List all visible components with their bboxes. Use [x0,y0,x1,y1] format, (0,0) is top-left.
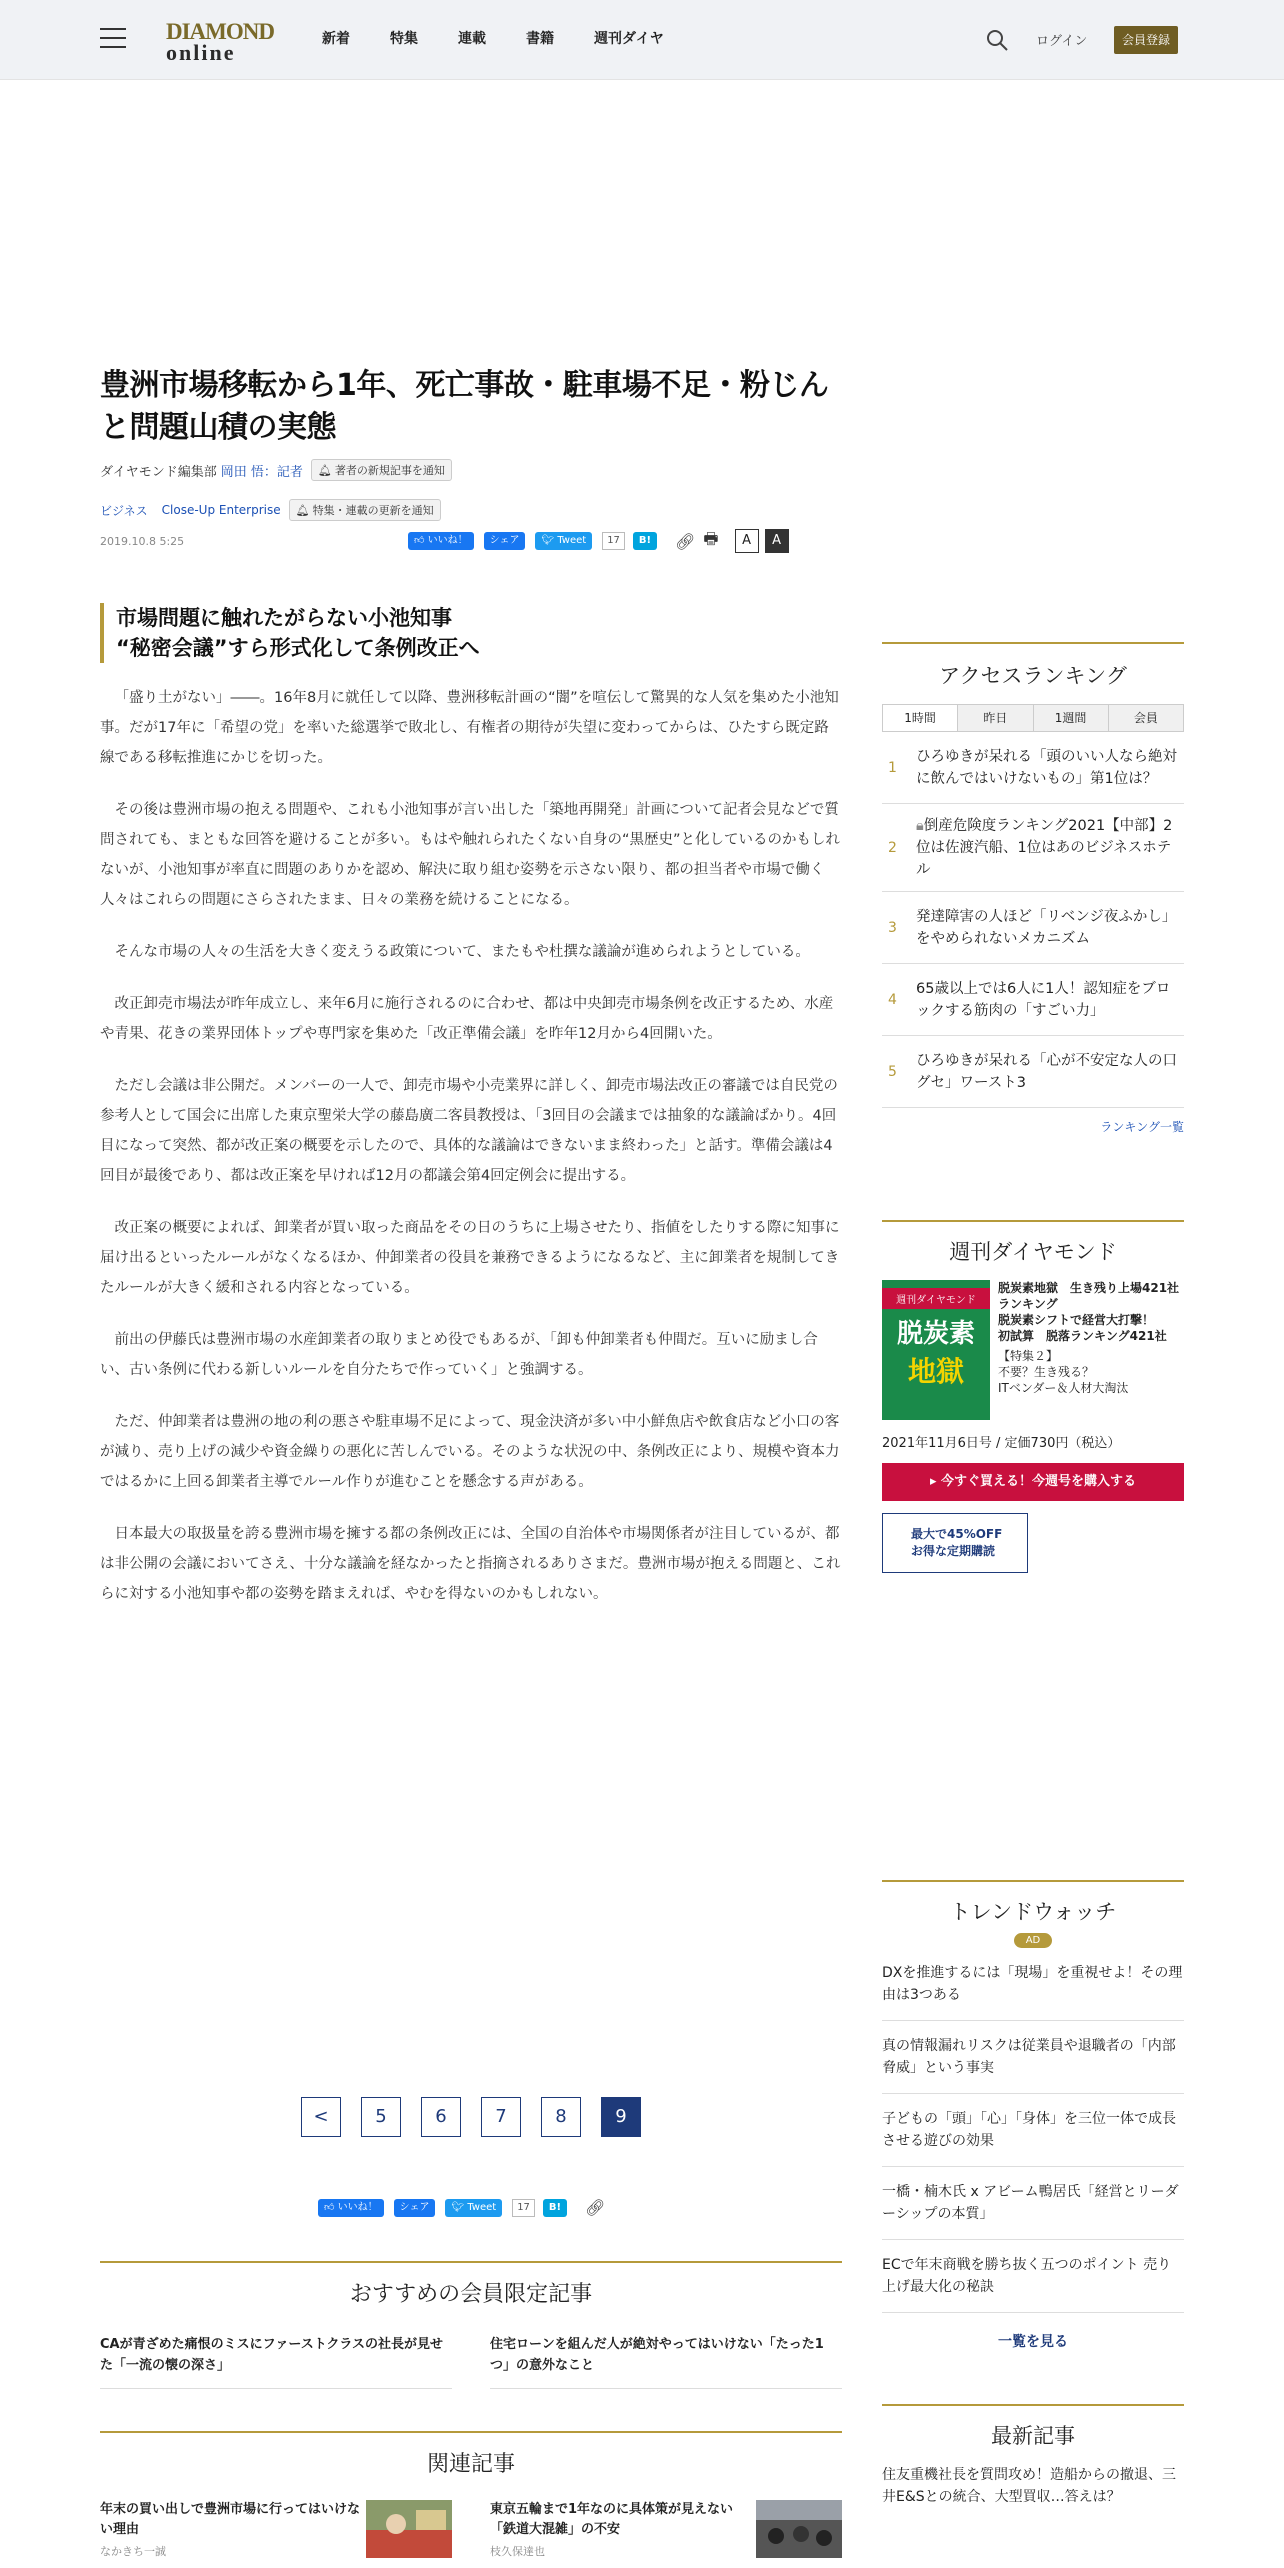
weekly-headline: 脱炭素地獄 生き残り上場421社ランキング [998,1281,1180,1311]
section-title: 関連記事 [426,2452,515,2477]
tweet-button[interactable]: 🐦︎ Tweet [445,2199,502,2217]
weekly-issue: 2021年11月6日号 / 定価730円（税込） [882,1436,1121,1451]
print-icon[interactable]: 🖶 [703,528,719,548]
hatena-button[interactable]: B! [543,2199,567,2217]
article-meta [100,529,842,553]
weekly-feature: ITベンダー＆人材大淘汰 [998,1381,1129,1395]
recommended-item[interactable]: 住宅ローンを組んだ人が絶対やってはいけない「たった1つ」の意外なこと [490,2334,842,2389]
link-icon[interactable]: 🔗︎ [675,531,696,551]
weekly-headline: 初試算 脱落ランキング421社 [998,1329,1167,1343]
bottom-share-bar [318,2198,605,2217]
trend-widget [882,1880,1184,2351]
menu-icon[interactable] [100,28,126,50]
article-paragraph: 「盛り土がない」――。16年8月に就任して以降、豊洲移転計画の“闇”を喧伝して驚異的な人気を集めた小池知事。だが17年に「希望の党」を率いた総選挙で敗北し、有権者の期待が失望に変わってからは、ひたすら既定路線である移転推進にかじを切った。 [100,690,839,766]
article [100,365,842,1609]
tab-1week[interactable]: 1週間 [1034,705,1109,731]
font-large-button[interactable]: A [765,529,789,553]
related-item[interactable]: 東京五輪まで1年なのに具体策が見えない「鉄道大混雑」の不安 枝久保達也 [490,2500,842,2562]
like-button[interactable]: 👍︎ いいね！ [318,2199,384,2217]
article-paragraph: その後は豊洲市場の抱える問題や、これも小池知事が言い出した「築地再開発」計画について記者会見などで質問されても、まともな回答を避けることが多い。もはや触れられたくない自身の“黒歴史”と化しているのかもしれないが、小池知事が率直に問題のありかを認め、解決に取り組む姿勢を示さない限り、都の担当者や市場で働く人々はこれらの問題にさらされたまま、日々の業務を続けることになる。 [100,802,841,908]
article-paragraph: ただ、仲卸業者は豊洲の地の利の悪さや駐車場不足によって、現金決済が多い中小鮮魚店や飲食店など小口の客が減り、売り上げの減少や資金繰りの悪化に苦しんでいる。そのような状況の中、条例改正により、規模や資本力ではるかに上回る卸業者主導でルール作りが進むことを懸念する声がある。 [100,1414,840,1490]
byline-prefix: ダイヤモンド編集部 [100,464,217,480]
latest-title: 最新記事 [991,2424,1075,2448]
trend-item[interactable]: ECで年末商戦を勝ち抜く五つのポイント 売り上げ最大化の秘訣 [882,2240,1184,2313]
magazine-cover[interactable]: 週刊ダイヤモンド 脱炭素 地獄 [882,1280,990,1420]
byline [100,459,842,481]
ranking-item[interactable]: 1 ひろゆきが呆れる「頭のいい人なら絶対に飲んではいけないもの」第1位は？ [882,732,1184,804]
ranking-widget [882,642,1184,1135]
page-6[interactable]: 6 [421,2097,461,2137]
buy-issue-button[interactable]: ▸ 今すぐ買える！今週号を購入する [882,1463,1184,1501]
tweet-count: 17 [512,2199,535,2217]
trend-item[interactable]: DXを推進するには「現場」を重視せよ！その理由は3つある [882,1948,1184,2021]
trend-item[interactable]: 真の情報漏れリスクは従業員や退職者の「内部脅威」という事実 [882,2021,1184,2094]
nav-item-new[interactable]: 新着 [322,31,350,47]
bell-icon: 🔔︎ [317,463,332,477]
recommended-section [100,2261,842,2389]
page-5[interactable]: 5 [361,2097,401,2137]
facebook-share-button[interactable]: シェア [484,532,526,550]
link-icon[interactable]: 🔗︎ [585,2198,606,2217]
article-paragraph: 前出の伊藤氏は豊洲市場の水産卸業者の取りまとめ役でもあるが、「卸も仲卸業者も仲間だ。互いに励まし合い、古い条例に代わる新しいルールを自分たちで作っていく」と強調する。 [100,1332,818,1378]
ranking-item[interactable]: 2 🔒︎倒産危険度ランキング2021【中部】2位は佐渡汽船、1位はあのビジネスホテル [882,804,1184,892]
trend-more-link[interactable]: 一覧を見る [998,2334,1068,2350]
section-title: おすすめの会員限定記事 [349,2282,593,2307]
article-paragraph: ただし会議は非公開だ。メンバーの一人で、卸売市場や小売業界に詳しく、卸売市場法改正の審議では自民党の参考人として国会に出席した東京聖栄大学の藤島廣二客員教授は、「3回目の会議までは抽象的な議論ばかり。4回目になって突然、都が改正案の概要を示したので、具体的な議論はできないまま終わった」と話す。準備会議は4回目が最後であり、都は改正案を早ければ12月の都議会第4回定例会に提出する。 [100,1078,838,1184]
recommended-item[interactable]: CAが青ざめた痛恨のミスにファーストクラスの社長が見せた「一流の懐の深さ」 [100,2334,452,2389]
article-paragraph: 改正案の概要によれば、卸業者が買い取った商品をその日のうちに上場させたり、指値をしたりする際に知事に届け出るといったルールがなくなるほか、仲卸業者の役員を兼務できるようになるなど、主に卸業者を規制してきたルールが大きく緩和される内容となっている。 [100,1220,840,1296]
series-notify-button[interactable]: 🔔︎ 特集・連載の更新を通知 [289,499,441,521]
article-paragraph: 改正卸売市場法が昨年成立し、来年6月に施行されるのに合わせ、都は中央卸売市場条例を改正するため、水産や青果、花きの業界団体トップや専門家を集めた「改正準備会議」を昨年12月から4回開いた。 [100,996,834,1042]
tab-1hour[interactable]: 1時間 [883,705,958,731]
site-header [0,0,1284,80]
login-link[interactable]: ログイン [1036,34,1088,49]
tag-closeup[interactable]: Close-Up Enterprise [161,503,281,517]
hatena-button[interactable]: B! [633,532,657,550]
latest-item[interactable]: 住友重機社長を質問攻め！造船からの撤退、三井E&Sとの統合、大型買収…答えは？ [882,2467,1176,2505]
thumbnail-image [756,2500,842,2558]
page-8[interactable]: 8 [541,2097,581,2137]
ad-badge: AD [1014,1933,1053,1948]
article-subheading: 市場問題に触れたがらない小池知事 “秘密会議”すら形式化して条例改正へ [100,603,842,663]
article-paragraph: 日本最大の取扱量を誇る豊洲市場を擁する都の条例改正には、全国の自治体や市場関係者が注目しているが、都は非公開の会議においてさえ、十分な議論を経なかったと指摘されるありさまだ。豊洲市場が抱える問題と、これらに対する小池知事や都の姿勢を踏まえれば、やむを得ないのかもしれない。 [100,1526,841,1602]
latest-widget [882,2404,1184,2522]
ranking-title: アクセスランキング [939,664,1127,688]
like-button[interactable]: 👍︎ いいね！ [408,532,474,550]
tag-business[interactable]: ビジネス [100,503,148,518]
related-section [100,2431,842,2562]
tab-yesterday[interactable]: 昨日 [958,705,1033,731]
weekly-headline: 脱炭素シフトで経営大打撃！ [998,1313,1155,1327]
tweet-count: 17 [602,532,625,550]
tweet-button[interactable]: 🐦︎ Tweet [535,532,592,550]
trend-title: トレンドウォッチ [949,1900,1117,1924]
prev-page-button[interactable]: < [301,2097,341,2137]
facebook-share-button[interactable]: シェア [394,2199,436,2217]
weekly-feature: 不要？生き残る？ [998,1365,1095,1379]
tab-members[interactable]: 会員 [1109,705,1183,731]
page-7[interactable]: 7 [481,2097,521,2137]
subscription-button[interactable]: 最大で45%OFF お得な定期購読 [882,1513,1028,1573]
lock-icon: 🔒︎ [916,817,924,834]
ranking-item[interactable]: 3 発達障害の人ほど「リベンジ夜ふかし」をやめられないメカニズム [882,892,1184,964]
weekly-widget [882,1220,1184,1573]
ranking-tabs [882,704,1184,732]
article-paragraph: そんな市場の人々の生活を大きく変えうる政策について、またもや杜撰な議論が進められようとしている。 [114,944,810,960]
trend-item[interactable]: 一橋・楠木氏 x アビーム鴨居氏「経営とリーダーシップの本質」 [882,2167,1184,2240]
ranking-more-link[interactable]: ランキング一覧 [1100,1120,1184,1134]
weekly-title: 週刊ダイヤモンド [949,1240,1117,1264]
search-icon[interactable] [985,28,1009,52]
register-button[interactable]: 会員登録 [1114,26,1178,54]
author-link[interactable]: 岡田 悟：記者 [220,464,303,480]
author-notify-button[interactable]: 🔔︎ 著者の新規記事を通知 [311,459,452,481]
weekly-feature: 【特集２】 [998,1349,1059,1363]
thumbnail-image [366,2500,452,2558]
publish-date: 2019.10.8 5:25 [100,534,185,548]
main-nav [322,28,704,48]
ranking-item[interactable]: 4 65歳以上では6人に1人！認知症をブロックする筋肉の「すごい力」 [882,964,1184,1036]
ranking-item[interactable]: 5 ひろゆきが呆れる「心が不安定な人の口グセ」ワースト3 [882,1036,1184,1108]
article-tags [100,499,842,521]
nav-item-weekly[interactable]: 週刊ダイヤ [594,31,664,47]
trend-item[interactable]: 子どもの「頭」「心」「身体」を三位一体で成長させる遊びの効果 [882,2094,1184,2167]
nav-item-books[interactable]: 書籍 [526,31,554,47]
related-item[interactable]: 年末の買い出しで豊洲市場に行ってはいけない理由 なかきち一誠 [100,2500,452,2562]
page-9-current[interactable]: 9 [601,2097,641,2137]
nav-item-feature[interactable]: 特集 [390,31,418,47]
article-title: 豊洲市場移転から1年、死亡事故・駐車場不足・粉じんと問題山積の実態 [100,368,829,445]
nav-item-series[interactable]: 連載 [458,31,486,47]
bell-icon: 🔔︎ [295,503,310,517]
font-small-button[interactable]: A [735,529,759,553]
pagination [301,2097,661,2137]
site-logo[interactable]: DIAMOND online [166,19,274,65]
